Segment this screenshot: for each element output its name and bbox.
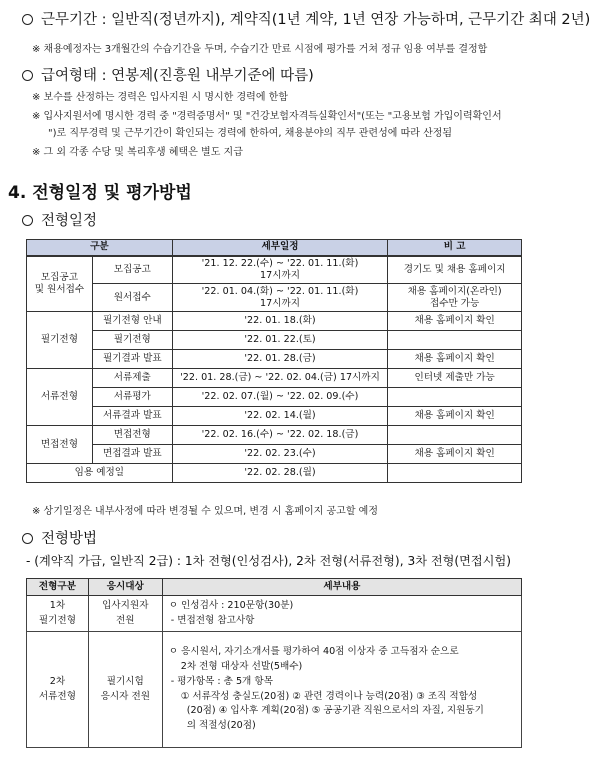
- row-date: '22. 02. 16.(수) ~ '22. 02. 18.(금): [172, 426, 388, 445]
- detail-line: 2차 전형 대상자 선발(5배수): [180, 660, 303, 672]
- circle-bullet-icon: [22, 533, 33, 544]
- salary-note-1: ※ 보수를 산정하는 경력은 입사지원 시 명시한 경력에 한함: [32, 92, 288, 103]
- row-note: 인터넷 제출만 가능: [388, 369, 522, 388]
- target-2: 필기시험 응시자 전원: [88, 632, 162, 748]
- section-title: 4. 전형일정 및 평가방법: [8, 183, 192, 203]
- row-sub: 서류결과 발표: [92, 407, 172, 426]
- detail-line: ㅇ 응시원서, 자기소개서를 평가하여 40점 이상자 중 고득점자 순으로: [168, 645, 459, 657]
- schedule-note: ※ 상기일정은 내부사정에 따라 변경될 수 있으며, 변경 시 홈페이지 공고할 예정: [32, 506, 378, 517]
- detail-line: 의 적절성(20점): [186, 720, 256, 732]
- stage-2: 2차 서류전형: [27, 632, 89, 748]
- row-date: '22. 02. 14.(월): [172, 407, 388, 426]
- header-category: 구분: [27, 240, 173, 256]
- row-note: 채용 홈페이지 확인: [388, 445, 522, 464]
- schedule-heading: [22, 209, 97, 230]
- work-period-text: 근무기간 : 일반직(정년까지), 계약직(1년 계약, 1년 연장 가능하며, 근무기간 최대 2년): [41, 12, 590, 28]
- header-stage: 전형구분: [27, 579, 89, 596]
- header-schedule: 세부일정: [172, 240, 388, 256]
- method-heading-text: 전형방법: [41, 531, 98, 547]
- row-sub: 필기전형: [92, 331, 172, 350]
- schedule-table: [26, 239, 522, 483]
- circle-bullet-icon: [22, 14, 33, 25]
- row-date: '22. 01. 28.(금) ~ '22. 02. 04.(금) 17시까지: [172, 369, 388, 388]
- row-date: '22. 01. 18.(화): [172, 312, 388, 331]
- row-sub: 필기전형 안내: [92, 312, 172, 331]
- row-date: '22. 02. 23.(수): [172, 445, 388, 464]
- salary-text: 급여형태 : 연봉제(진흥원 내부기준에 따름): [41, 68, 314, 84]
- appointment-date: '22. 02. 28.(월): [172, 464, 388, 483]
- row-note: [388, 388, 522, 407]
- header-details: 세부내용: [162, 579, 521, 596]
- detail-line: ① 서류작성 충실도(20점) ② 관련 경력이나 능력(20점) ③ 조직 적합성: [180, 690, 478, 702]
- row-sub: 면접결과 발표: [92, 445, 172, 464]
- row-note: 채용 홈페이지 확인: [388, 350, 522, 369]
- method-heading: [22, 527, 97, 548]
- header-remarks: 비 고: [388, 240, 522, 256]
- method-line: - (계약직 가급, 일반직 2급) : 1차 전형(인성검사), 2차 전형(서류전형), 3차 전형(면접시험): [26, 554, 511, 568]
- circle-bullet-icon: [22, 70, 33, 81]
- work-period-note: ※ 채용예정자는 3개월간의 수습기간을 두며, 수습기간 만료 시점에 평가를 거쳐 정규 임용 여부를 결정함: [32, 44, 488, 55]
- row-note: 채용 홈페이지 확인: [388, 407, 522, 426]
- row-note: 채용 홈페이지(온라인) 접수만 가능: [388, 284, 522, 312]
- header-target: 응시대상: [88, 579, 162, 596]
- group-document: 서류전형: [27, 369, 93, 426]
- schedule-heading-text: 전형일정: [41, 213, 98, 229]
- group-interview: 면접전형: [27, 426, 93, 464]
- salary-note-2: ※ 입사지원서에 명시한 경력 중 "경력증명서" 및 "건강보험자격득실확인서"(또는 "고용보험 가입이력확인서: [32, 111, 502, 122]
- group-written: 필기전형: [27, 312, 93, 369]
- detail-line: - 평가항목 : 총 5개 항목: [170, 675, 273, 687]
- row-date: '22. 01. 28.(금): [172, 350, 388, 369]
- row-date: '22. 01. 22.(토): [172, 331, 388, 350]
- method-table: [26, 578, 522, 748]
- stage-1: 1차 필기전형: [27, 596, 89, 632]
- salary-heading: [22, 64, 314, 85]
- row-sub: 면접전형: [92, 426, 172, 445]
- salary-note-4: ※ 그 외 각종 수당 및 복리후생 혜택은 별도 지급: [32, 147, 243, 158]
- work-period-heading: [22, 8, 590, 29]
- target-1: 입사지원자 전원: [88, 596, 162, 632]
- row-sub: 서류제출: [92, 369, 172, 388]
- row-note: 채용 홈페이지 확인: [388, 312, 522, 331]
- appointment-label: 임용 예정일: [27, 464, 173, 483]
- details-2: [162, 632, 521, 748]
- row-sub: 서류평가: [92, 388, 172, 407]
- row-date: '22. 02. 07.(월) ~ '22. 02. 09.(수): [172, 388, 388, 407]
- salary-note-3: ")로 직무경력 및 근무기간이 확인되는 경력에 한하여, 채용분야의 직무 관련성에 따라 산정됨: [48, 128, 453, 139]
- detail-line: ㅇ 인성검사 : 210문항(30분): [168, 599, 294, 611]
- row-sub: 필기결과 발표: [92, 350, 172, 369]
- appointment-note: [388, 464, 522, 483]
- row-note: [388, 331, 522, 350]
- row-date: '21. 12. 22.(수) ~ '22. 01. 11.(화) 17시까지: [172, 256, 388, 284]
- row-date: '22. 01. 04.(화) ~ '22. 01. 11.(화) 17시까지: [172, 284, 388, 312]
- detail-line: - 면접전형 참고사항: [170, 614, 255, 626]
- detail-line: (20점) ④ 입사후 계획(20점) ⑤ 공공기관 직원으로서의 자질, 지원동기: [186, 705, 484, 717]
- row-sub: 원서접수: [92, 284, 172, 312]
- row-note: [388, 426, 522, 445]
- row-sub: 모집공고: [92, 256, 172, 284]
- row-note: 경기도 및 채용 홈페이지: [388, 256, 522, 284]
- circle-bullet-icon: [22, 215, 33, 226]
- details-1: [162, 596, 521, 632]
- group-recruitment: 모집공고 및 원서접수: [27, 256, 93, 312]
